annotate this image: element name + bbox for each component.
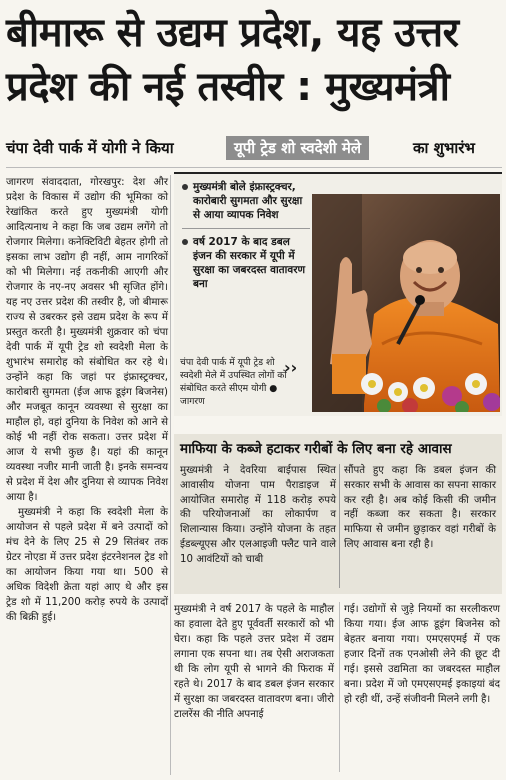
article-paragraph: मुख्यमंत्री ने कहा कि स्वदेशी मेला के आयोजन से पहले प्रदेश में बने उत्पादों को मंच देने के लिए 25 से 29 सितंबर तक ग्रेटर नोएडा में उत्तर प्रदेश इंटरनेशनल ट्रेड शो का आयोजन किया गया था। 500 से अधिक विदेशी क्रेता यहां आए थे और इस ट्रेड शो में 11,200 करोड़ रुपये के उत्पादों की बिक्री हुई। [6, 507, 168, 623]
caption-arrow-icon: ›› [284, 358, 298, 377]
caption-text: चंपा देवी पार्क में यूपी ट्रेड शो स्वदेशी मेले में उपस्थित लोगों को संबोधित करते सीएम योगी [180, 357, 287, 394]
photo-illustration [312, 194, 500, 412]
article-paragraph: गई। उद्योगों से जुड़े नियमों का सरलीकरण किया गया। ईज आफ डूइंग बिजनेस को बेहतर बनाया गया। एमएसएमई में एक हजार दिनों तक एनओसी लेने की छूट दी गई। इससे उद्यमिता का जबरदस्त माहौल बना। प्रदेश में जो एमएसएमई इकाइयां बंद हो रही थीं, उन्हें संजीवनी मिलने लगी है। [344, 604, 500, 705]
bullet-point: वर्ष 2017 के बाद डबल इंजन की सरकार में यूपी में सुरक्षा का जबरदस्त वातावरण बना [182, 235, 310, 291]
subheadline [0, 135, 506, 161]
bullet-divider [182, 228, 310, 229]
subheadline-divider [6, 167, 502, 168]
headline-line-1: बीमारू से उद्यम प्रदेश, यह उत्तर [6, 10, 459, 56]
sidebox-title: माफिया के कब्जे हटाकर गरीबों के लिए बना रहे आवास [180, 441, 452, 457]
highlight-bullets [182, 180, 310, 297]
feature-box [174, 172, 502, 416]
sidebox-divider [339, 464, 340, 588]
column-divider [339, 602, 340, 772]
subheadline-highlight: यूपी ट्रेड शो स्वदेशी मेले [226, 136, 369, 160]
article-column-3 [344, 602, 500, 707]
photo-caption [180, 356, 288, 408]
headline [6, 6, 502, 114]
bullet-point: मुख्यमंत्री बोले इंफ्रास्ट्रक्चर, कारोबारी सुगमता और सुरक्षा से आया व्यापक निवेश [182, 180, 310, 222]
sidebox-column-right [344, 464, 496, 553]
headline-line-2: प्रदेश की नई तस्वीर : मुख्यमंत्री [6, 64, 450, 110]
caption-credit: ● जागरण [180, 383, 278, 407]
subheadline-text-before: चंपा देवी पार्क में योगी ने किया [6, 139, 174, 157]
sidebar-news-box [174, 434, 502, 594]
article-paragraph: मुख्यमंत्री ने वर्ष 2017 के पहले के माहौल का हवाला देते हुए पूर्ववर्ती सरकारों को भी घेरा। कहा कि पहले उत्तर प्रदेश में उद्यम लगाना एक सपना था। तब ऐसी अराजकता थी कि लोग यूपी से भागने की फिराक में रहते थे। 2017 के बाद डबल इंजन सरकार में सुरक्षा का जबरदस्त वातावरण बना। जीरो टालरेंस की नीति अपनाई [174, 604, 334, 720]
article-column-1 [6, 175, 168, 775]
sidebox-column-left [180, 464, 336, 568]
article-column-2 [174, 602, 334, 722]
subheadline-text-after: का शुभारंभ [413, 139, 475, 157]
sidebox-paragraph: मुख्यमंत्री ने देवरिया बाईपास स्थित आवासीय योजना पाम पैराडाइज में आयोजित समारोह में 118 करोड़ रुपये की परियोजनाओं का लोकार्पण व शिलान्यास किया। उन्होंने योजना के तहत ईडब्ल्यूएस और एलआइजी फ्लैट पाने वाले 10 आवंटियों को चाबी [180, 465, 336, 565]
sidebox-paragraph: सौंपते हुए कहा कि डबल इंजन की सरकार सभी के आवास का सपना साकार कर रही है। अब कोई किसी की जमीन नहीं कब्जा कर सकता है। सरकार माफिया से जमीन छुड़ाकर वहां गरीबों के लिए आवास बना रही है। [344, 465, 496, 550]
article-paragraph: जागरण संवाददाता, गोरखपुर: देश और प्रदेश के विकास में उद्योग की भूमिका को रेखांकित करते हुए मुख्यमंत्री योगी आदित्यनाथ ने कहा कि जब उद्यम लगेंगे तो रोजगार मिलेगा। कनेक्टिविटी बेहतर होगी तो इसका लाभ उद्योग ही नहीं, आम नागरिकों को भी मिलेगा। नई तकनीकी आएगी और रोजगार के नए-नए अवसर भी सृजित होंगे। यह नए उत्तर प्रदेश की तस्वीर है, जो बीमारू राज्य से उबरकर इसे उद्यम प्रदेश के रूप में प्रस्तुत करती है। मुख्यमंत्री शुक्रवार को चंपा देवी पार्क में यूपी ट्रेड शो स्वदेशी मेला के शुभारंभ समारोह को संबोधित कर रहे थे। उन्होंने कहा कि जहां पर इंफ्रास्ट्रक्चर, कारोबारी सुगमता (ईज आफ डूइंग बिजनेस) और मजबूत कानून व्यवस्था से सुरक्षा का माहौल हो, वहां दुनिया के निवेश को आने से कोई भी नहीं रोक सकता। उत्तर प्रदेश में आज ये सभी कुछ है। यहां की कानून व्यवस्था नजीर मानी जाती है। इनके समन्वय से प्रदेश में देश और दुनिया से व्यापक निवेश आया है। [6, 177, 168, 503]
column-divider [170, 175, 171, 775]
news-photo [312, 194, 500, 412]
